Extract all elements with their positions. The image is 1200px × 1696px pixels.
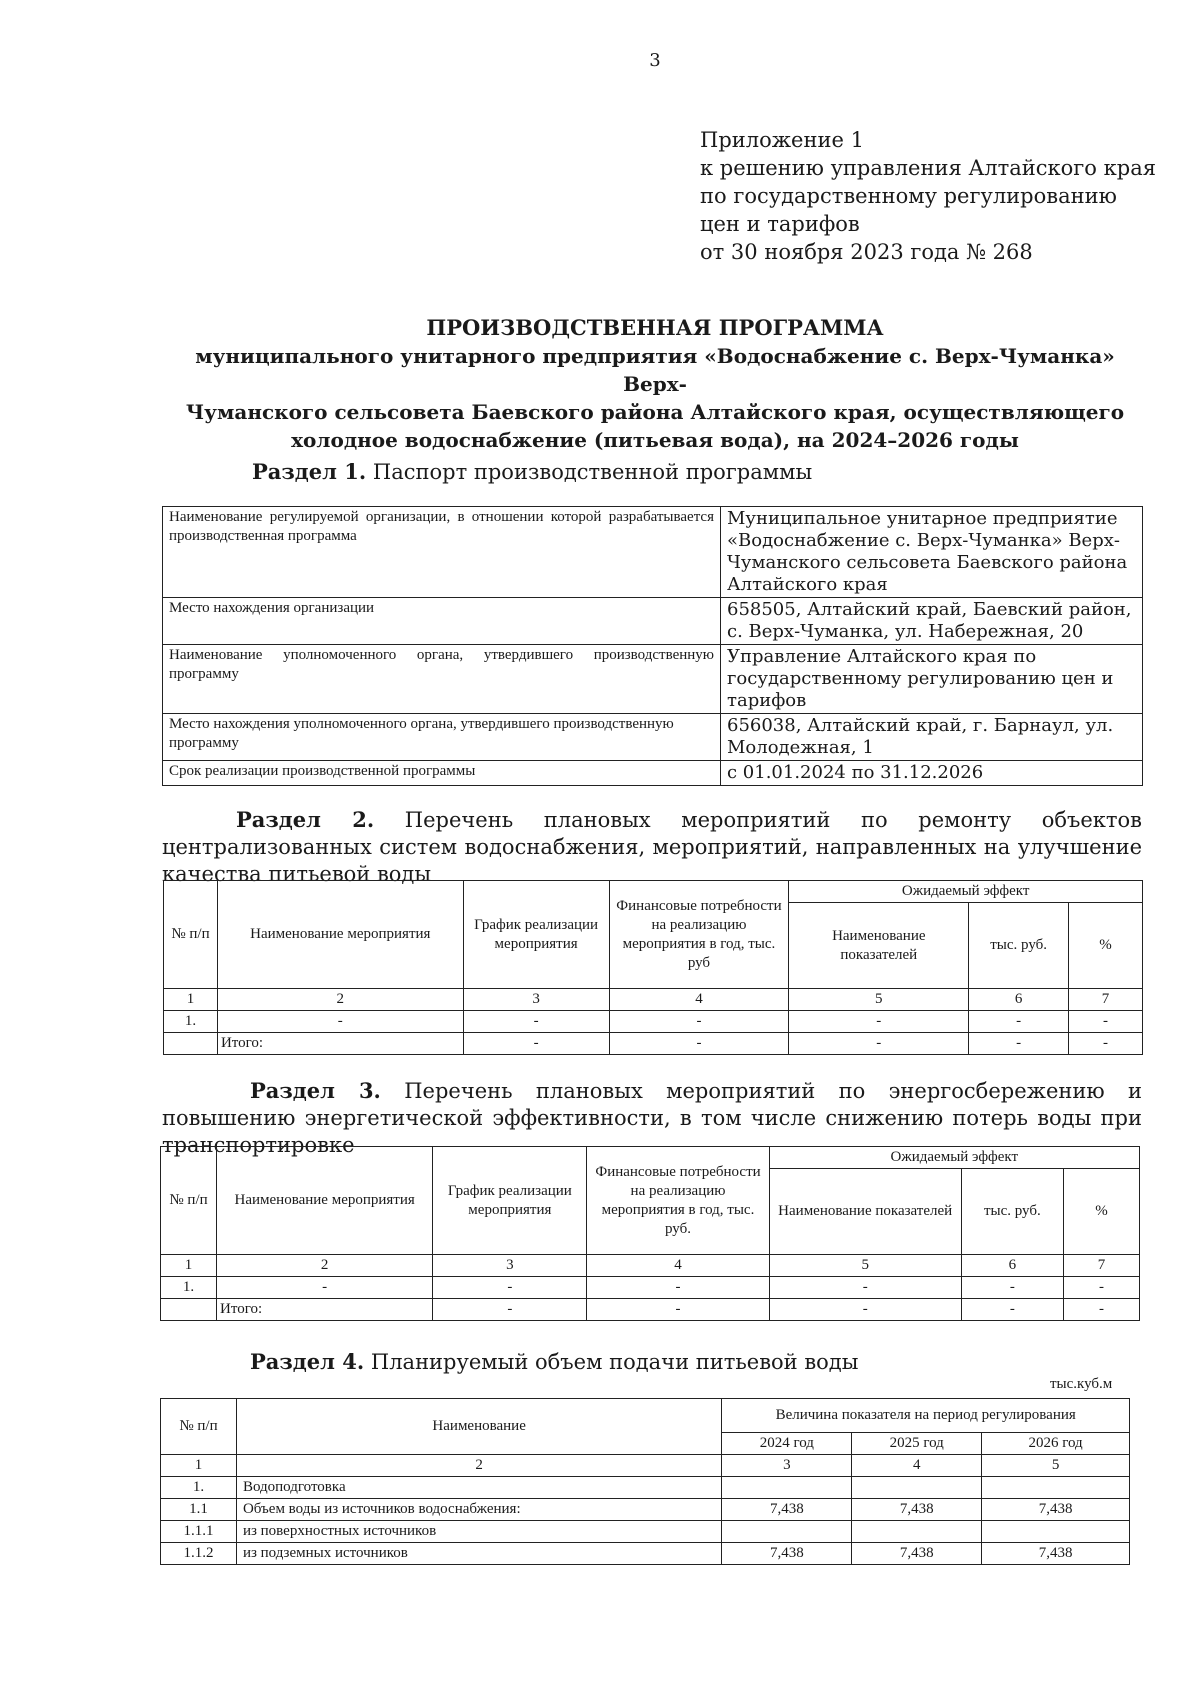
document-title (160, 314, 1150, 454)
col-percent-header: % (1063, 1169, 1139, 1255)
col-number: 6 (961, 1255, 1063, 1277)
table-cell: - (609, 1033, 789, 1055)
col-number: 3 (433, 1255, 587, 1277)
passport-label: Место нахождения уполномоченного органа, утвердившего производственную программу (163, 714, 721, 761)
row-value (852, 1477, 982, 1499)
table-row (163, 507, 1143, 598)
row-name: из поверхностных источников (236, 1521, 721, 1543)
row-value: 7,438 (852, 1543, 982, 1565)
table-cell: - (769, 1299, 961, 1321)
row-number: 1.1.1 (161, 1521, 237, 1543)
units-label: тыс.куб.м (1050, 1376, 1113, 1392)
table-row (164, 1011, 1143, 1033)
appendix-line: по государственному регулированию (700, 184, 1117, 208)
table-row (163, 598, 1143, 645)
col-number-row (161, 1255, 1140, 1277)
table-row (163, 714, 1143, 761)
passport-table (162, 506, 1143, 786)
title-subline: муниципального унитарного предприятия «Водоснабжение с. Верх-Чуманка» Верх- (195, 344, 1115, 396)
section2-label: Раздел 2. (236, 807, 375, 832)
col-schedule-header: График реализации мероприятия (433, 1147, 587, 1255)
appendix-line: Приложение 1 (700, 128, 864, 152)
total-row (164, 1033, 1143, 1055)
col-number: 5 (769, 1255, 961, 1277)
energy-events-table (160, 1146, 1140, 1321)
section1-label: Раздел 1. (252, 459, 367, 484)
col-number: 2 (217, 1255, 433, 1277)
row-value (722, 1477, 852, 1499)
title-subline: Чуманского сельсовета Баевского района Алтайского края, осуществляющего (185, 400, 1125, 424)
col-number: 4 (609, 989, 789, 1011)
col-number: 1 (161, 1255, 217, 1277)
table-row (161, 1477, 1130, 1499)
passport-value: Управление Алтайского края по государственному регулированию цен и тарифов (721, 645, 1143, 714)
table-row (161, 1543, 1130, 1565)
row-value: 7,438 (982, 1543, 1130, 1565)
section1-text: Паспорт производственной программы (372, 460, 813, 484)
appendix-line: от 30 ноября 2023 года № 268 (700, 240, 1033, 264)
col-thousand-rub-header: тыс. руб. (969, 903, 1069, 989)
passport-value: 658505, Алтайский край, Баевский район, с. Верх-Чуманка, ул. Набережная, 20 (721, 598, 1143, 645)
table-cell: - (587, 1299, 769, 1321)
col-finance-header: Финансовые потребности на реализацию мероприятия в год, тыс. руб (609, 881, 789, 989)
table-cell (164, 1033, 218, 1055)
col-number: 7 (1069, 989, 1143, 1011)
section1-heading (252, 458, 812, 486)
col-percent-header: % (1069, 903, 1143, 989)
section3-label: Раздел 3. (250, 1078, 381, 1103)
row-name: из подземных источников (236, 1543, 721, 1565)
table-cell: - (769, 1277, 961, 1299)
row-value (982, 1521, 1130, 1543)
col-name-header: Наименование (236, 1399, 721, 1455)
section4-label: Раздел 4. (250, 1349, 365, 1374)
col-number: 1 (164, 989, 218, 1011)
table-cell: - (433, 1299, 587, 1321)
col-number: 3 (463, 989, 609, 1011)
header-row (161, 1399, 1130, 1433)
row-value (982, 1477, 1130, 1499)
table-cell: - (463, 1011, 609, 1033)
row-value: 7,438 (722, 1543, 852, 1565)
col-number-row (164, 989, 1143, 1011)
header-row (164, 881, 1143, 903)
table-row (163, 645, 1143, 714)
title-subline: холодное водоснабжение (питьевая вода), на 2024–2026 годы (291, 428, 1019, 452)
total-label: Итого: (217, 1033, 463, 1055)
col-indicator-header: Наименование показателей (769, 1169, 961, 1255)
passport-label: Наименование регулируемой организации, в отношении которой разрабатывается производственная программа (163, 507, 721, 598)
col-period-header: Величина показателя на период регулирования (722, 1399, 1130, 1433)
row-value: 7,438 (852, 1499, 982, 1521)
table-cell: - (789, 1033, 969, 1055)
passport-value: с 01.01.2024 по 31.12.2026 (721, 761, 1143, 786)
section4-heading (250, 1348, 858, 1376)
table-cell: - (587, 1277, 769, 1299)
col-num-header: № п/п (164, 881, 218, 989)
page-number: 3 (649, 50, 661, 71)
passport-value: Муниципальное унитарное предприятие «Водоснабжение с. Верх-Чуманка» Верх-Чуманского сельсовета Баевского района Алтайского края (721, 507, 1143, 598)
appendix-line: к решению управления Алтайского края (700, 156, 1156, 180)
appendix-line: цен и тарифов (700, 212, 860, 236)
col-name-header: Наименование мероприятия (217, 881, 463, 989)
col-effect-header: Ожидаемый эффект (769, 1147, 1139, 1169)
table-cell: - (217, 1011, 463, 1033)
row-value (722, 1521, 852, 1543)
col-finance-header: Финансовые потребности на реализацию мероприятия в год, тыс. руб. (587, 1147, 769, 1255)
table-cell: - (961, 1277, 1063, 1299)
col-number: 5 (982, 1455, 1130, 1477)
col-number: 2 (236, 1455, 721, 1477)
col-name-header: Наименование мероприятия (217, 1147, 433, 1255)
col-num-header: № п/п (161, 1399, 237, 1455)
col-schedule-header: График реализации мероприятия (463, 881, 609, 989)
table-cell: 1. (164, 1011, 218, 1033)
water-supply-table (160, 1398, 1130, 1565)
col-year-header: 2026 год (982, 1433, 1130, 1455)
col-thousand-rub-header: тыс. руб. (961, 1169, 1063, 1255)
row-number: 1. (161, 1477, 237, 1499)
row-value (852, 1521, 982, 1543)
table-cell (161, 1299, 217, 1321)
passport-value: 656038, Алтайский край, г. Барнаул, ул. Молодежная, 1 (721, 714, 1143, 761)
section3-text: Перечень плановых мероприятий по энергосбережению и повышению энергетической эффективности, в том числе снижению потерь воды при транспортировке (162, 1079, 1142, 1157)
col-number-row (161, 1455, 1130, 1477)
row-number: 1.1 (161, 1499, 237, 1521)
table-cell: - (1063, 1277, 1139, 1299)
table-cell: - (1063, 1299, 1139, 1321)
section4-text: Планируемый объем подачи питьевой воды (370, 1350, 859, 1374)
col-number: 2 (217, 989, 463, 1011)
total-row (161, 1299, 1140, 1321)
table-cell: - (1069, 1033, 1143, 1055)
col-number: 4 (852, 1455, 982, 1477)
col-number: 4 (587, 1255, 769, 1277)
repair-events-table (163, 880, 1143, 1055)
row-value: 7,438 (982, 1499, 1130, 1521)
passport-label: Срок реализации производственной программы (163, 761, 721, 786)
col-number: 6 (969, 989, 1069, 1011)
row-name: Объем воды из источников водоснабжения: (236, 1499, 721, 1521)
table-cell: - (961, 1299, 1063, 1321)
table-cell: 1. (161, 1277, 217, 1299)
col-indicator-header: Наименование показателей (789, 903, 969, 989)
table-cell: - (609, 1011, 789, 1033)
col-number: 3 (722, 1455, 852, 1477)
row-name: Водоподготовка (236, 1477, 721, 1499)
col-effect-header: Ожидаемый эффект (789, 881, 1143, 903)
title-main: ПРОИЗВОДСТВЕННАЯ ПРОГРАММА (426, 315, 884, 340)
col-year-header: 2025 год (852, 1433, 982, 1455)
row-value: 7,438 (722, 1499, 852, 1521)
header-row (161, 1147, 1140, 1169)
row-number: 1.1.2 (161, 1543, 237, 1565)
table-cell: - (789, 1011, 969, 1033)
table-row (163, 761, 1143, 786)
col-number: 5 (789, 989, 969, 1011)
table-row (161, 1277, 1140, 1299)
table-cell: - (433, 1277, 587, 1299)
passport-label: Место нахождения организации (163, 598, 721, 645)
passport-label: Наименование уполномоченного органа, утвердившего производственную программу (163, 645, 721, 714)
table-cell: - (463, 1033, 609, 1055)
appendix-block (700, 126, 1156, 266)
table-row (161, 1499, 1130, 1521)
table-cell: - (1069, 1011, 1143, 1033)
table-row (161, 1521, 1130, 1543)
table-cell: - (969, 1033, 1069, 1055)
col-num-header: № п/п (161, 1147, 217, 1255)
col-number: 1 (161, 1455, 237, 1477)
section2-text: Перечень плановых мероприятий по ремонту объектов централизованных систем водоснабжения, мероприятий, направленных на улучшение качества питьевой воды (162, 808, 1142, 886)
table-cell: - (217, 1277, 433, 1299)
col-number: 7 (1063, 1255, 1139, 1277)
section2-heading (162, 806, 1142, 888)
total-label: Итого: (217, 1299, 433, 1321)
table-cell: - (969, 1011, 1069, 1033)
col-year-header: 2024 год (722, 1433, 852, 1455)
